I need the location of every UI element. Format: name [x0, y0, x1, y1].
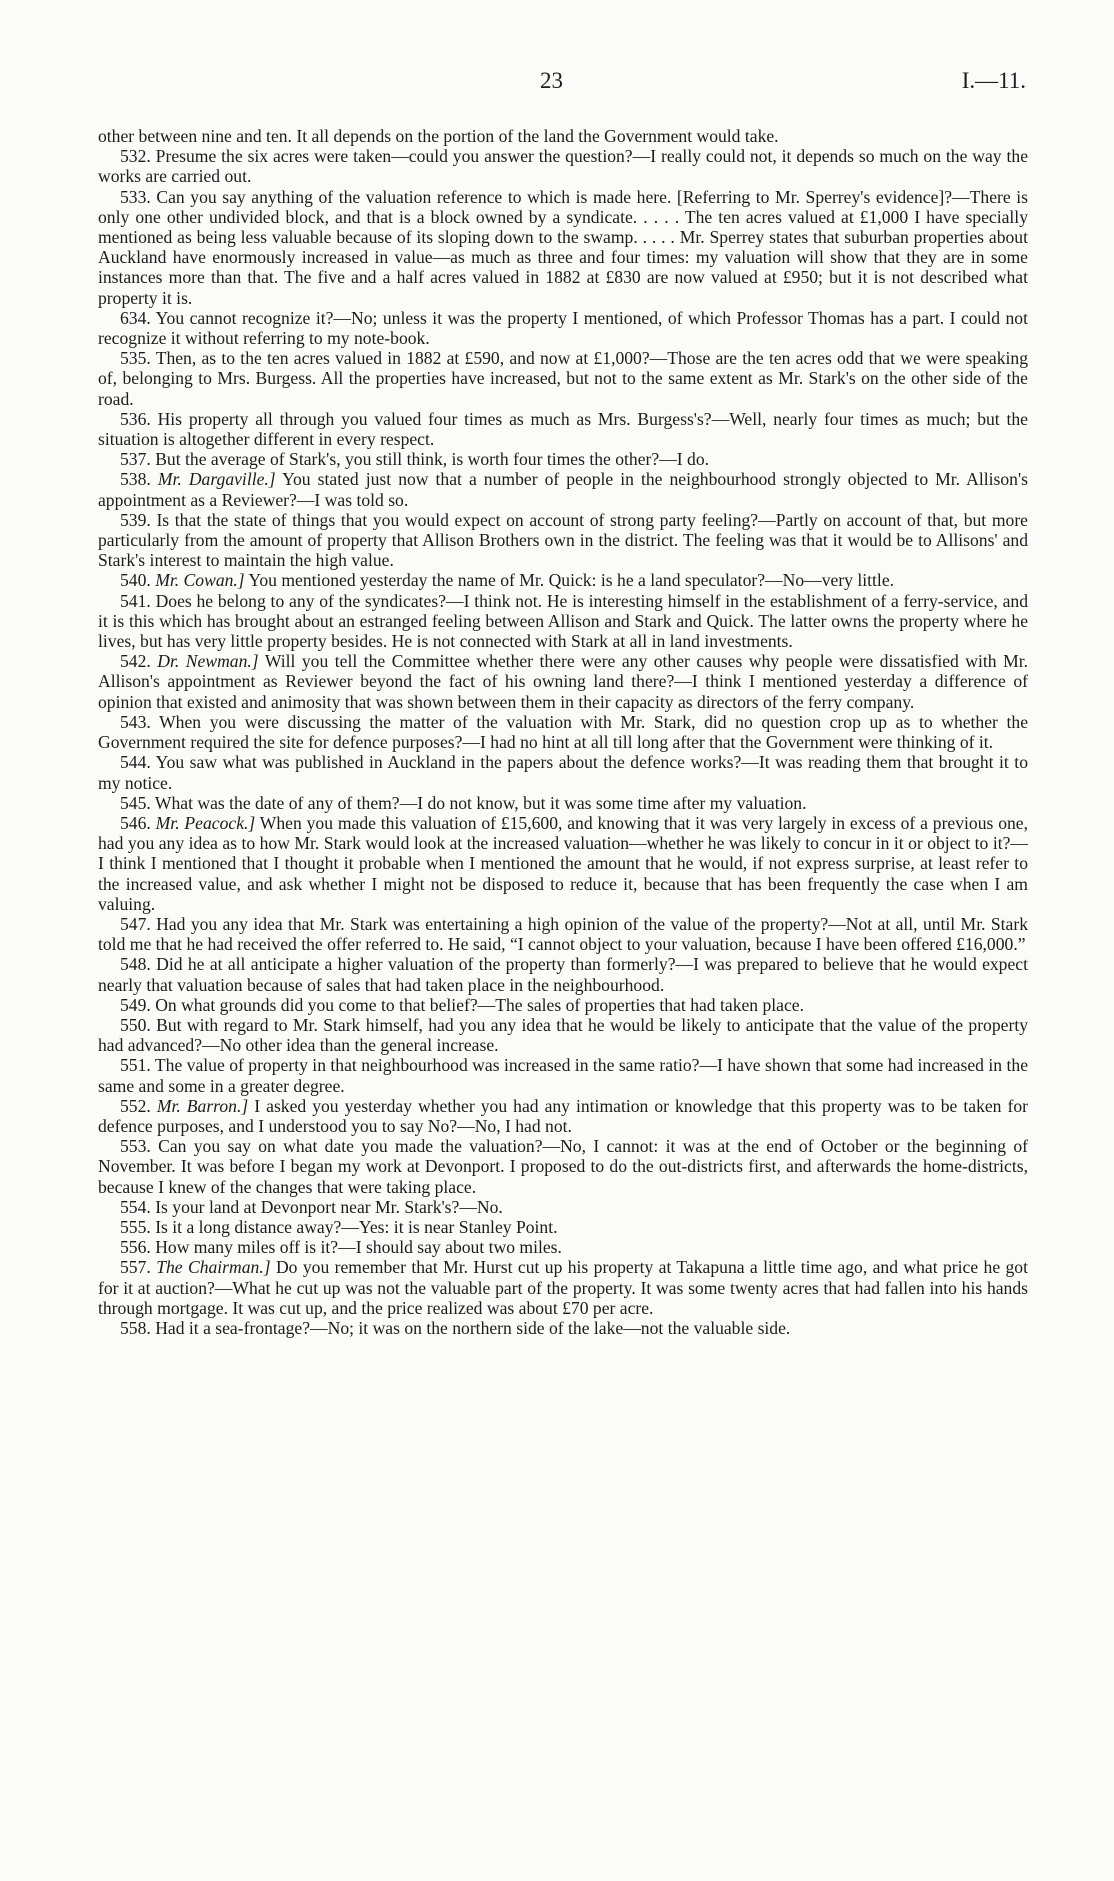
- paragraph: [98, 1257, 1028, 1318]
- paragraph: [98, 712, 1028, 752]
- question-number: 538.: [120, 469, 151, 490]
- speaker-label: Mr. Barron.]: [156, 1095, 249, 1116]
- paragraph: [98, 570, 1028, 590]
- paragraph-text: You mentioned yesterday the name of Mr. Quick: is he a land speculator?—No—very little.: [248, 570, 895, 591]
- page-header: [0, 68, 1114, 98]
- paragraph-text: 556. How many miles off is it?—I should say about two miles.: [120, 1237, 562, 1258]
- paragraph-text: 532. Presume the six acres were taken—could you answer the question?—I really could not, it depends so much on the way the works are carried out.: [98, 146, 1028, 187]
- paragraph: [98, 1055, 1028, 1095]
- paragraph: [98, 1136, 1028, 1197]
- paragraph: [98, 591, 1028, 652]
- paragraph-text: 544. You saw what was published in Auckland in the papers about the defence works?—It was reading them that brought it to my notice.: [98, 752, 1028, 793]
- paragraph: [98, 651, 1028, 712]
- paragraph: [98, 914, 1028, 954]
- speaker-label: Mr. Peacock.]: [155, 812, 256, 833]
- paragraph-text: 545. What was the date of any of them?—I do not know, but it was some time after my valuation.: [120, 792, 807, 813]
- speaker-label: The Chairman.]: [156, 1257, 271, 1278]
- paragraph-text: 539. Is that the state of things that you would expect on account of strong party feeling?—Partly on account of that, but more particularly from the amount of property that Allison Brothers own in the district. The feeling was that it would be to Allisons' and Stark's interest to maintain the high value.: [98, 509, 1028, 571]
- speaker-label: Mr. Dargaville.]: [157, 469, 276, 490]
- paragraph: [98, 793, 1028, 813]
- question-number: 546.: [120, 812, 151, 833]
- paragraph-text: 553. Can you say on what date you made the valuation?—No, I cannot: it was at the end of October or the beginning of November. It was before I began my work at Devonport. I proposed to do the out-districts first, and afterwards the home-districts, because I knew of the changes that were taking place.: [98, 1136, 1028, 1197]
- question-number: 542.: [120, 651, 151, 672]
- paragraph: [98, 1217, 1028, 1237]
- paragraph: [98, 813, 1028, 914]
- speaker-label: Mr. Cowan.]: [155, 570, 245, 591]
- paragraph: [98, 1318, 1028, 1338]
- question-number: 557.: [120, 1257, 151, 1278]
- paragraph-text: 549. On what grounds did you come to that belief?—The sales of properties that had taken place.: [120, 994, 804, 1015]
- paragraph-text: You stated just now that a number of people in the neighbourhood strongly objected to Mr. Allison's appointment as a Reviewer?—I was told so.: [98, 469, 1028, 510]
- paragraph-text: When you made this valuation of £15,600, and knowing that it was very largely in excess of a previous one, had you any idea as to how Mr. Stark would look at the increased valuation—whether he was likely to concur in it or object to it?—I think I mentioned that I thought it probable when I mentioned the amount that he would, if not express surprise, at least refer to the increased value, and ask whether I might not be disposed to reduce it, because that has been frequently the case when I am valuing.: [98, 812, 1028, 914]
- document-reference: I.—11.: [961, 68, 1026, 93]
- paragraph: [98, 1096, 1028, 1136]
- paragraph: [98, 469, 1028, 509]
- paragraph-text: 535. Then, as to the ten acres valued in 1882 at £590, and now at £1,000?—Those are the ten acres odd that we were speaking of, belonging to Mrs. Burgess. All the properties have increased, but not to the same extent as Mr. Stark's on the other side of the road.: [98, 348, 1028, 409]
- paragraph: [98, 752, 1028, 792]
- paragraph-text: 554. Is your land at Devonport near Mr. Stark's?—No.: [120, 1196, 503, 1217]
- paragraph-text: I asked you yesterday whether you had any intimation or knowledge that this property was to be taken for defence purposes, and I understood you to say No?—No, I had not.: [98, 1095, 1029, 1136]
- paragraph: [98, 348, 1028, 409]
- paragraph-text: 533. Can you say anything of the valuation reference to which is made here. [Referring to Mr. Sperrey's evidence]?—There is only one other undivided block, and that is a block owned by a syndicate. . . . . The ten acres valued at £1,000 I have specially mentioned as being less valuable because of its sloping down to the swamp. . . . . Mr. Sperrey states that suburban properties about Auckland have enormously increased in value—as much as three and four times: my valuation will show that they are in some instances more than that. The five and a half acres valued in 1882 at £830 are now valued at £950; but it is not described what property it is.: [98, 186, 1028, 308]
- paragraph-text: 558. Had it a sea-frontage?—No; it was on the northern side of the lake—not the valuable side.: [120, 1317, 791, 1338]
- speaker-label: Dr. Newman.]: [157, 651, 259, 672]
- paragraph-text: 634. You cannot recognize it?—No; unless it was the property I mentioned, of which Professor Thomas has a part. I could not recognize it without referring to my note-book.: [98, 307, 1028, 349]
- paragraph-text: Do you remember that Mr. Hurst cut up his property at Takapuna a little time ago, and what price he got for it at auction?—What he cut up was not the valuable part of the property. It was some twenty acres that had fallen into his hands through mortgage. It was cut up, and the price realized was about £70 per acre.: [98, 1257, 1028, 1318]
- paragraph: [98, 187, 1028, 308]
- paragraph-text: 548. Did he at all anticipate a higher valuation of the property than formerly?—I was prepared to believe that he would expect nearly that valuation because of sales that had taken place in the neighbourhood.: [98, 954, 1028, 995]
- paragraph-text: 551. The value of property in that neighbourhood was increased in the same ratio?—I have shown that some had increased in the same and some in a greater degree.: [98, 1055, 1028, 1096]
- paragraph: [98, 954, 1028, 994]
- paragraph-text: 536. His property all through you valued four times as much as Mrs. Burgess's?—Well, nearly four times as much; but the situation is altogether different in every respect.: [98, 408, 1028, 450]
- paragraph-text: 537. But the average of Stark's, you still think, is worth four times the other?—I do.: [120, 449, 710, 470]
- paragraph: [98, 146, 1028, 186]
- paragraph: [98, 1197, 1028, 1217]
- paragraph: [98, 126, 1028, 146]
- paragraph-text: 547. Had you any idea that Mr. Stark was entertaining a high opinion of the value of the property?—Not at all, until Mr. Stark told me that he had received the offer referred to. He said, “I cannot object to your valuation, because I have been offered £16,000.”: [98, 913, 1028, 955]
- paragraph: [98, 308, 1028, 348]
- paragraph: [98, 449, 1028, 469]
- page-number: 23: [540, 68, 563, 93]
- paragraph-text: 550. But with regard to Mr. Stark himself, had you any idea that he would be likely to anticipate that the value of the property had advanced?—No other idea than the general increase.: [98, 1014, 1028, 1056]
- paragraph: [98, 1015, 1028, 1055]
- question-number: 552.: [120, 1095, 151, 1116]
- question-number: 540.: [120, 570, 151, 591]
- evidence-text: [98, 126, 1028, 1338]
- paragraph-text: Will you tell the Committee whether there were any other causes why people were dissatisfied with Mr. Allison's appointment as Reviewer beyond the fact of his owning land there?—I think I mentioned yesterday a difference of opinion that existed and animosity that was shown between them in their capacity as directors of the ferry company.: [98, 651, 1028, 712]
- paragraph: [98, 510, 1028, 571]
- paragraph: [98, 409, 1028, 449]
- paragraph-text: 555. Is it a long distance away?—Yes: it is near Stanley Point.: [120, 1216, 558, 1237]
- paragraph: [98, 995, 1028, 1015]
- paragraph-text: 543. When you were discussing the matter of the valuation with Mr. Stark, did no question crop up as to whether the Government required the site for defence purposes?—I had no hint at all till long after that the Government were thinking of it.: [98, 711, 1028, 753]
- paragraph-text: other between nine and ten. It all depends on the portion of the land the Government would take.: [98, 126, 779, 146]
- paragraph: [98, 1237, 1028, 1257]
- paragraph-text: 541. Does he belong to any of the syndicates?—I think not. He is interesting himself in the establishment of a ferry-service, and it is this which has brought about an estranged feeling between Allison and Stark and Quick. The latter owns the property where he lives, but has very little property besides. He is not connected with Stark at all in land investments.: [98, 590, 1028, 652]
